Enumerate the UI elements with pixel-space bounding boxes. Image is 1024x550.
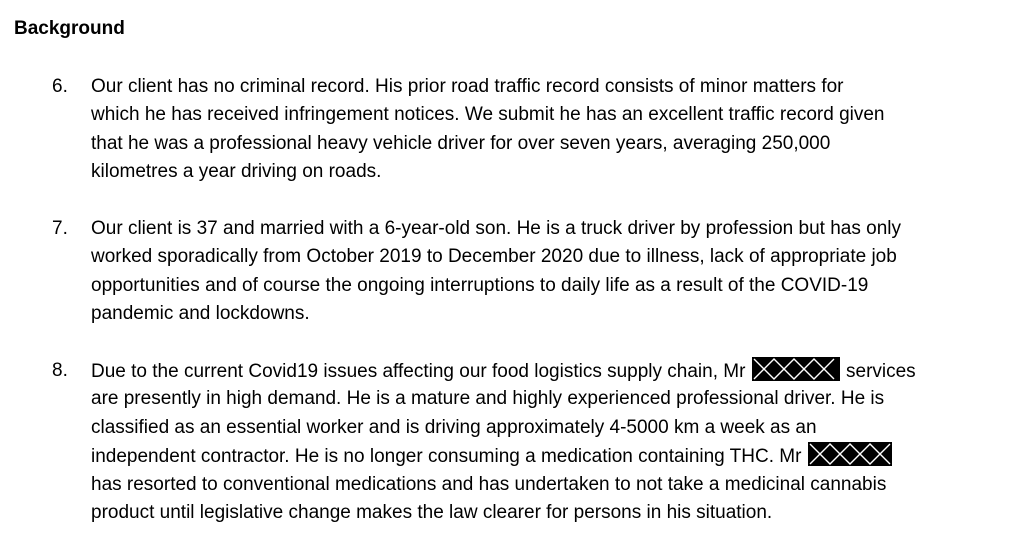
text-line — [91, 357, 1011, 385]
text-line: are presently in high demand. He is a mature and highly experienced professional driver. He is — [91, 388, 885, 410]
text-segment: services — [846, 361, 916, 382]
redaction-block — [752, 357, 840, 381]
text-line: classified as an essential worker and is driving approximately 4-5000 km a week as an — [91, 416, 817, 438]
text-line: pandemic and lockdowns. — [91, 303, 310, 325]
paragraph-text — [91, 357, 1011, 527]
text-line: which he has received infringement notices. We submit he has an excellent traffic record given — [91, 104, 885, 126]
text-line: worked sporadically from October 2019 to December 2020 due to illness, lack of appropriate job — [91, 246, 897, 268]
text-line: Our client has no criminal record. His prior road traffic record consists of minor matters for — [91, 76, 844, 97]
paragraph-number: 7. — [52, 218, 68, 239]
text-line: Our client is 37 and married with a 6-year-old son. He is a truck driver by profession but has only — [91, 218, 901, 239]
paragraph-text — [91, 215, 1011, 329]
paragraph-number: 8. — [52, 360, 68, 381]
text-segment: independent contractor. He is no longer consuming a medication containing THC. Mr — [91, 446, 802, 468]
redaction-block — [808, 442, 892, 466]
text-line: has resorted to conventional medications and has undertaken to not take a medicinal cannabis — [91, 473, 887, 495]
paragraph-text — [91, 73, 1011, 187]
text-line: product until legislative change makes the law clearer for persons in his situation. — [91, 501, 773, 523]
text-segment: Due to the current Covid19 issues affecting our food logistics supply chain, Mr — [91, 361, 746, 382]
paragraph-number: 6. — [52, 76, 68, 97]
text-line: that he was a professional heavy vehicle driver for over seven years, averaging 250,000 — [91, 132, 831, 154]
section-heading: Background — [14, 18, 125, 39]
text-line: opportunities and of course the ongoing interruptions to daily life as a result of the COVID-19 — [91, 274, 869, 296]
text-line: kilometres a year driving on roads. — [91, 161, 382, 183]
text-line — [91, 442, 1011, 470]
